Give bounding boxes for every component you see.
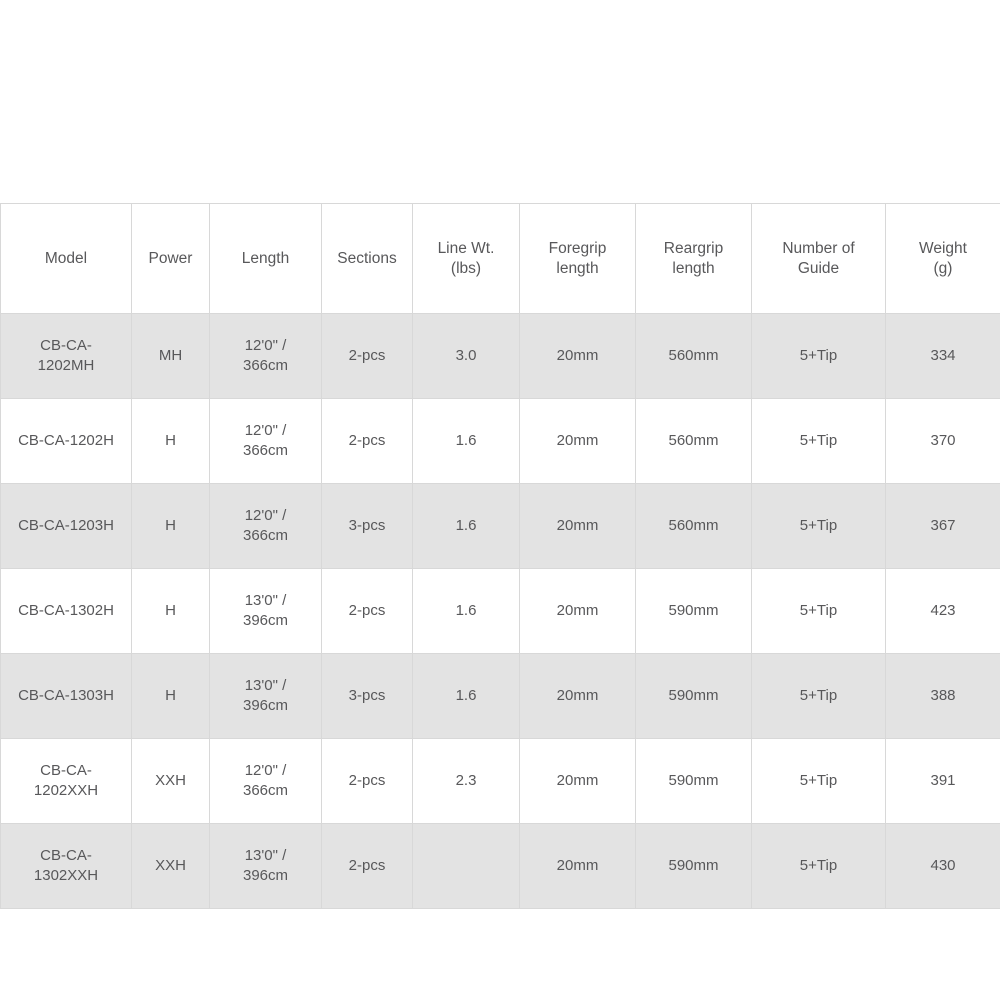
table-cell-line: CB-CA- — [40, 847, 92, 864]
table-cell-line: 5+Tip — [799, 517, 838, 534]
table-cell-line: 20mm — [556, 602, 599, 619]
column-header — [322, 204, 413, 314]
table-cell-line: 5+Tip — [799, 602, 838, 619]
table-cell — [636, 824, 752, 909]
table-cell-line: 1302XXH — [33, 867, 99, 884]
table-cell — [752, 739, 886, 824]
table-cell-line: 366cm — [242, 442, 289, 459]
table-cell-line: 388 — [930, 687, 956, 704]
table-cell — [886, 314, 1000, 399]
table-cell-line: 423 — [930, 602, 956, 619]
table-cell-line: 2.3 — [455, 772, 477, 789]
table-cell-line: 2-pcs — [348, 602, 386, 619]
table-cell-line: MH — [158, 347, 183, 364]
column-header — [636, 204, 752, 314]
table-cell — [413, 399, 520, 484]
column-header-line: Sections — [337, 249, 397, 267]
table-cell-line: 396cm — [242, 867, 289, 884]
table-cell — [520, 569, 636, 654]
table-cell-line: 367 — [930, 517, 956, 534]
table-cell — [210, 569, 322, 654]
table-cell-line: 560mm — [668, 517, 719, 534]
table-cell-line: 334 — [930, 347, 956, 364]
table-cell — [413, 569, 520, 654]
table-cell — [132, 824, 210, 909]
column-header-line: Power — [148, 249, 193, 267]
column-header-line: (lbs) — [450, 259, 482, 277]
table-cell — [132, 399, 210, 484]
table-row — [1, 484, 1000, 569]
table-row — [1, 314, 1000, 399]
table-cell-line: 3-pcs — [348, 687, 386, 704]
column-header — [413, 204, 520, 314]
table-cell — [520, 654, 636, 739]
table-cell — [132, 484, 210, 569]
table-cell — [886, 484, 1000, 569]
table-cell — [210, 739, 322, 824]
table-cell — [752, 484, 886, 569]
table-cell-line: CB-CA-1302H — [18, 602, 114, 619]
table-cell — [413, 314, 520, 399]
table-cell-line: 5+Tip — [799, 432, 838, 449]
table-cell — [886, 824, 1000, 909]
table-cell-line: 430 — [930, 857, 956, 874]
table-cell — [520, 484, 636, 569]
table-cell-line: CB-CA-1202H — [18, 432, 114, 449]
table-cell-line: 20mm — [556, 347, 599, 364]
column-header-line: length — [672, 259, 715, 277]
table-cell-line: CB-CA- — [40, 337, 92, 354]
table-cell-line: 1.6 — [455, 602, 477, 619]
table-cell-line: 12'0" / — [244, 507, 287, 524]
column-header — [886, 204, 1000, 314]
table-cell-line: H — [165, 602, 176, 619]
table-cell-line: 366cm — [242, 357, 289, 374]
table-cell — [1, 654, 132, 739]
table-row — [1, 399, 1000, 484]
table-cell — [752, 314, 886, 399]
table-cell — [520, 739, 636, 824]
table-cell — [752, 824, 886, 909]
table-cell-line: 2-pcs — [348, 857, 386, 874]
column-header-line: Line Wt. — [437, 239, 495, 257]
table-cell-line: 13'0" / — [244, 677, 287, 694]
table-cell — [132, 654, 210, 739]
table-cell-line: 3-pcs — [348, 517, 386, 534]
table-cell-line: 12'0" / — [244, 337, 287, 354]
table-cell-line: 20mm — [556, 687, 599, 704]
table-cell-line: 1.6 — [455, 517, 477, 534]
table-cell — [322, 739, 413, 824]
table-cell — [886, 569, 1000, 654]
table-cell — [520, 824, 636, 909]
table-cell — [322, 654, 413, 739]
table-cell-line: 366cm — [242, 527, 289, 544]
table-cell — [520, 399, 636, 484]
table-cell-line: 20mm — [556, 517, 599, 534]
table-cell-line: H — [165, 432, 176, 449]
table-cell-line: 3.0 — [455, 347, 477, 364]
table-row — [1, 654, 1000, 739]
table-cell-line: 396cm — [242, 697, 289, 714]
table-cell — [636, 314, 752, 399]
table-cell — [132, 569, 210, 654]
specification-table-wrapper — [0, 203, 1000, 909]
table-cell-line: CB-CA-1303H — [18, 687, 114, 704]
table-cell — [886, 399, 1000, 484]
table-cell — [1, 484, 132, 569]
table-cell — [636, 654, 752, 739]
column-header-line: Model — [44, 249, 88, 267]
table-cell — [322, 314, 413, 399]
table-body — [1, 314, 1000, 909]
table-cell — [413, 484, 520, 569]
table-cell-line: 5+Tip — [799, 347, 838, 364]
table-cell — [210, 484, 322, 569]
header-row — [1, 204, 1000, 314]
table-cell — [132, 739, 210, 824]
table-cell-line: 20mm — [556, 772, 599, 789]
table-cell — [1, 569, 132, 654]
table-cell — [636, 399, 752, 484]
table-cell-line: 1.6 — [455, 432, 477, 449]
table-cell-line: 366cm — [242, 782, 289, 799]
table-cell-line: 13'0" / — [244, 592, 287, 609]
table-cell-line: 391 — [930, 772, 956, 789]
table-cell-line: 12'0" / — [244, 422, 287, 439]
table-cell — [413, 654, 520, 739]
table-cell-line: 20mm — [556, 432, 599, 449]
column-header-line: Foregrip — [548, 239, 607, 257]
table-cell — [520, 314, 636, 399]
table-cell-line: 590mm — [668, 772, 719, 789]
table-row — [1, 824, 1000, 909]
table-cell-line: 560mm — [668, 347, 719, 364]
table-row — [1, 739, 1000, 824]
table-cell-line: CB-CA- — [40, 762, 92, 779]
table-row — [1, 569, 1000, 654]
table-cell — [413, 739, 520, 824]
column-header-line: Weight — [919, 239, 967, 257]
table-cell — [886, 739, 1000, 824]
table-cell-line: XXH — [155, 857, 186, 874]
table-cell-line: 590mm — [668, 687, 719, 704]
table-cell-line: 1202XXH — [33, 782, 99, 799]
table-header — [1, 204, 1000, 314]
table-cell — [322, 399, 413, 484]
table-cell-line: H — [165, 687, 176, 704]
table-cell — [322, 569, 413, 654]
table-cell — [210, 314, 322, 399]
table-cell — [132, 314, 210, 399]
table-cell-line: H — [165, 517, 176, 534]
table-cell-line: 2-pcs — [348, 432, 386, 449]
table-cell — [1, 739, 132, 824]
table-cell — [322, 824, 413, 909]
table-cell-line: 5+Tip — [799, 687, 838, 704]
table-cell-line: 1.6 — [455, 687, 477, 704]
table-cell — [886, 654, 1000, 739]
table-cell — [636, 484, 752, 569]
table-cell-line: 13'0" / — [244, 847, 287, 864]
column-header-line: Reargrip — [663, 239, 724, 257]
column-header-line: Length — [241, 249, 290, 267]
table-cell-line: XXH — [155, 772, 186, 789]
table-cell-line: 2-pcs — [348, 772, 386, 789]
table-cell-line: 20mm — [556, 857, 599, 874]
table-cell — [636, 569, 752, 654]
table-cell — [210, 824, 322, 909]
column-header — [210, 204, 322, 314]
table-cell — [1, 824, 132, 909]
table-cell-line: 1202MH — [37, 357, 95, 374]
column-header-line: length — [556, 259, 599, 277]
table-cell-line: 560mm — [668, 432, 719, 449]
table-cell-line: 5+Tip — [799, 857, 838, 874]
specification-table — [0, 203, 1000, 909]
table-cell — [322, 484, 413, 569]
table-cell — [1, 314, 132, 399]
table-cell — [752, 399, 886, 484]
column-header-line: Guide — [797, 259, 840, 277]
table-cell — [1, 399, 132, 484]
column-header — [752, 204, 886, 314]
table-cell — [752, 569, 886, 654]
column-header — [520, 204, 636, 314]
table-cell — [752, 654, 886, 739]
table-cell-line: 12'0" / — [244, 762, 287, 779]
column-header — [1, 204, 132, 314]
table-cell-line: 590mm — [668, 857, 719, 874]
table-cell-line: 370 — [930, 432, 956, 449]
table-cell — [413, 824, 520, 909]
table-cell — [636, 739, 752, 824]
table-cell-line: 396cm — [242, 612, 289, 629]
table-cell-line: 2-pcs — [348, 347, 386, 364]
table-cell — [210, 399, 322, 484]
table-cell — [210, 654, 322, 739]
table-cell-line: 590mm — [668, 602, 719, 619]
column-header-line: (g) — [933, 259, 953, 277]
table-cell-line: 5+Tip — [799, 772, 838, 789]
column-header-line: Number of — [782, 239, 855, 257]
column-header — [132, 204, 210, 314]
table-cell-line: CB-CA-1203H — [18, 517, 114, 534]
